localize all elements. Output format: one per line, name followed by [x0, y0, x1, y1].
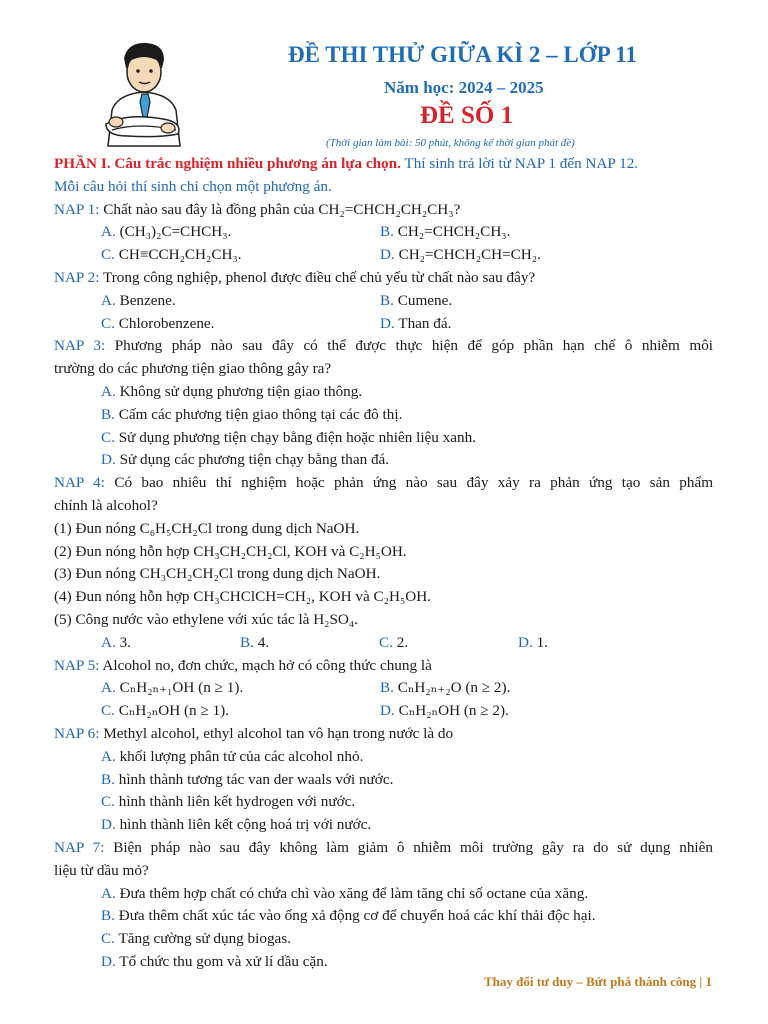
question-label: NAP 1: — [54, 200, 100, 218]
question-6 — [54, 723, 713, 746]
option-b[interactable]: B. Cumene. — [380, 291, 453, 309]
question-text: Trong công nghiệp, phenol được điều chế chủ yếu từ chất nào sau đây? — [99, 268, 536, 286]
option-c[interactable]: C. Sử dụng phương tiện chạy bằng điện hoặc nhiên liệu xanh. — [101, 428, 477, 446]
option-b[interactable]: B. CₙH₂ₙ₊₂O (n ≥ 2). — [380, 679, 511, 697]
options-row — [54, 677, 713, 700]
option-d[interactable]: D. Than đá. — [380, 314, 452, 332]
option-b[interactable]: B. CH₂=CHCH₂CH₃. — [380, 223, 511, 241]
option-c[interactable]: C. 2. — [379, 633, 409, 651]
option-d[interactable]: D. CH₂=CHCH₂CH=CH₂. — [380, 246, 541, 264]
question-label: NAP 2: — [54, 268, 100, 286]
option-d[interactable]: D. CₙH₂ₙOH (n ≥ 2). — [380, 702, 509, 720]
statement-3: (3) Đun nóng CH₃CH₂CH₂Cl trong dung dịch NaOH. — [54, 565, 381, 583]
question-1 — [54, 199, 713, 222]
question-label: NAP 7: — [54, 838, 105, 856]
student-mascot-illustration — [98, 38, 188, 150]
question-text: Alcohol no, đơn chức, mạch hở có công thức chung là — [99, 656, 432, 674]
option-b[interactable]: B. hình thành tương tác van der waals với nước. — [101, 770, 394, 788]
question-7-cont: liệu từ dầu mỏ? — [54, 861, 149, 879]
question-text: Có bao nhiêu thí nghiệm hoặc phản ứng nào sau đây xảy ra phản ứng tạo sản phẩm — [104, 474, 714, 492]
question-text: Chất nào sau đây là đồng phân của CH₂=CHCH₂CH₂CH₃? — [99, 200, 461, 218]
option-a[interactable]: A. khối lượng phân tử của các alcohol nhỏ. — [101, 747, 364, 765]
section-title: PHẦN I. Câu trắc nghiệm nhiều phương án lựa chọn. — [54, 155, 401, 172]
option-c[interactable]: C. CₙH₂ₙOH (n ≥ 1). — [101, 702, 230, 720]
option-a[interactable]: A. 3. — [101, 633, 131, 651]
option-c[interactable]: C. hình thành liên kết hydrogen với nước. — [101, 793, 356, 811]
page-footer: Thay đổi tư duy – Bứt phá thành công | 1 — [484, 974, 712, 989]
section-instruction: Thí sinh trả lời từ NAP 1 đến NAP 12. — [400, 155, 639, 172]
question-2 — [54, 267, 713, 290]
option-a[interactable]: A. (CH₃)₂C=CHCH₃. — [101, 223, 232, 241]
exam-content — [54, 153, 713, 974]
option-d[interactable]: D. hình thành liên kết cộng hoá trị với nước. — [101, 816, 372, 834]
option-b[interactable]: B. Đưa thêm chất xúc tác vào ống xả động cơ để chuyển hoá các khí thải độc hại. — [101, 907, 596, 925]
option-d[interactable]: D. Sử dụng các phương tiện chạy bằng than đá. — [101, 451, 390, 469]
exam-title: ĐỀ THI THỬ GIỮA KÌ 2 – LỚP 11 — [288, 42, 637, 67]
question-5 — [54, 655, 713, 678]
statement-2: (2) Đun nóng hỗn hợp CH₃CH₂CH₂Cl, KOH và C₂H₅OH. — [54, 542, 407, 560]
option-d[interactable]: D. Tổ chức thu gom và xử lí dầu cặn. — [101, 952, 328, 970]
question-label: NAP 5: — [54, 656, 100, 674]
options-row — [54, 244, 713, 267]
option-a[interactable]: A. CₙH₂ₙ₊₁OH (n ≥ 1). — [101, 679, 244, 697]
statement-1: (1) Đun nóng C₆H₅CH₂Cl trong dung dịch NaOH. — [54, 519, 360, 537]
option-a[interactable]: A. Không sử dụng phương tiện giao thông. — [101, 382, 363, 400]
option-c[interactable]: C. CH≡CCH₂CH₂CH₃. — [101, 246, 242, 264]
question-label: NAP 6: — [54, 724, 100, 742]
question-text: Methyl alcohol, ethyl alcohol tan vô hạn trong nước là do — [99, 724, 454, 742]
option-c[interactable]: C. Tăng cường sử dụng biogas. — [101, 930, 292, 948]
question-3-cont: trường do các phương tiện giao thông gây ra? — [54, 360, 332, 378]
option-c[interactable]: C. Chlorobenzene. — [101, 314, 215, 332]
options-row — [54, 221, 713, 244]
section-instruction-2: Mỗi câu hỏi thí sinh chỉ chọn một phương án. — [54, 177, 332, 195]
statement-4: (4) Đun nóng hỗn hợp CH₃CHClCH=CH₂, KOH và C₂H₅OH. — [54, 588, 431, 606]
options-row — [54, 290, 713, 313]
school-year: Năm học: 2024 – 2025 — [384, 78, 544, 97]
statement-5: (5) Công nước vào ethylene với xúc tác là H₂SO₄. — [54, 610, 358, 628]
time-note: (Thời gian làm bài: 50 phút, không kể thời gian phát đề) — [326, 137, 575, 149]
option-b[interactable]: B. Cấm các phương tiện giao thông tại các đô thị. — [101, 405, 403, 423]
exam-number: ĐỀ SỐ 1 — [420, 102, 514, 129]
option-d[interactable]: D. 1. — [518, 633, 548, 651]
option-a[interactable]: A. Benzene. — [101, 291, 176, 309]
option-b[interactable]: B. 4. — [240, 633, 270, 651]
question-4 — [54, 472, 713, 495]
question-label: NAP 3: — [54, 337, 106, 355]
question-text: Biện pháp nào sau đây không làm giảm ô nhiễm môi trường gây ra do sử dụng nhiên — [104, 838, 713, 856]
options-row — [54, 632, 713, 655]
options-row — [54, 700, 713, 723]
question-7 — [54, 837, 713, 860]
question-text: Phương pháp nào sau đây có thể được thực hiện để góp phần hạn chế ô nhiễm môi — [105, 337, 714, 355]
section-heading — [54, 153, 713, 176]
question-4-cont: chính là alcohol? — [54, 496, 158, 514]
option-a[interactable]: A. Đưa thêm hợp chất có chứa chì vào xăng để làm tăng chỉ số octane của xăng. — [101, 884, 589, 902]
options-row — [54, 313, 713, 336]
question-3 — [54, 335, 713, 358]
question-label: NAP 4: — [54, 474, 105, 492]
